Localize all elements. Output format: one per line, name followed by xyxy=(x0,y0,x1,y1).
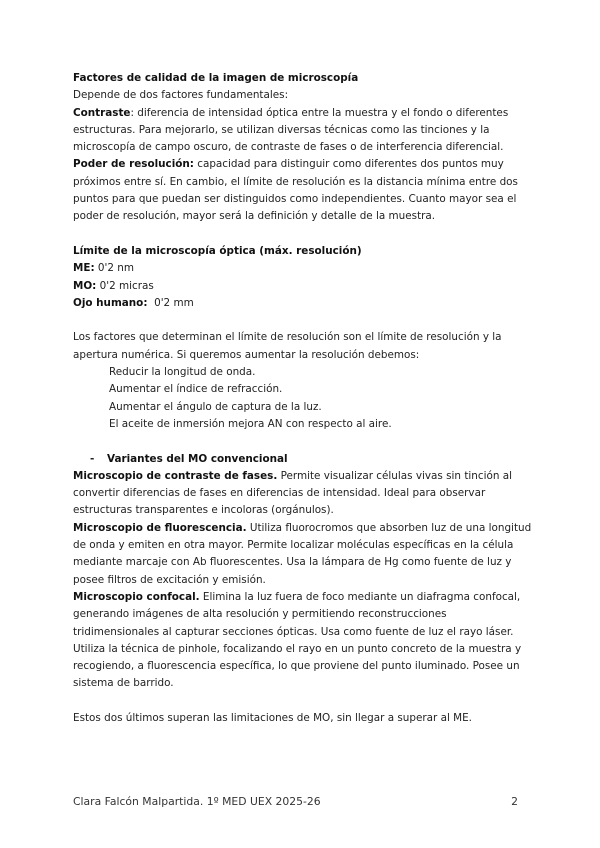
fases-term: Microscopio de contraste de fases. xyxy=(73,469,278,482)
fluorescencia-paragraph: Microscopio de fluorescencia. Utiliza fluorocromos que absorben luz de una longitud de onda y emiten en otra mayor. Permite localizar moléculas específicas en la célula mediante marcaje con Ab fluorescentes. Usa la lámpara de Hg como fuente de luz y posee filtros de excitación y emisión. xyxy=(73,521,532,586)
section-title-variantes: - Variantes del MO convencional xyxy=(73,451,533,468)
poder-definition: capacidad para distinguir como diferentes dos puntos muy próximos entre sí. En cambio, el límite de resolución es la distancia mínima entre dos puntos para que puedan ser distinguidos como independientes. Cuanto mayor sea el poder de resolución, mayor será la definición y detalle de la muestra. xyxy=(73,158,518,223)
intro-text: Depende de dos factores fundamentales: xyxy=(73,89,289,102)
limit-item-mo: MO: 0'2 micras xyxy=(73,279,154,292)
confocal-paragraph: Microscopio confocal. Elimina la luz fuera de foco mediante un diafragma confocal, generando imágenes de alta resolución y permitiendo reconstrucciones tridimensionales al capturar secciones ópticas. Usa como fuente de luz el rayo láser. Utiliza la técnica de pinhole, focalizando el rayo en un punto concreto de la muestra y recogiendo, a fluorescencia específica, lo que proviene del punto iluminado. Posee un sistema de barrido. xyxy=(73,590,522,690)
fluorescencia-term: Microscopio de fluorescencia. xyxy=(73,521,247,534)
poder-term: Poder de resolución: xyxy=(73,158,194,171)
document-page xyxy=(73,70,533,727)
list-item: El aceite de inmersión mejora AN con respecto al aire. xyxy=(109,417,392,430)
section-title-calidad: Factores de calidad de la imagen de microscopía xyxy=(73,72,359,84)
footer-author: Clara Falcón Malpartida. 1º MED UEX 2025-26 xyxy=(73,795,321,808)
bullet-dash: - xyxy=(90,452,95,465)
list-item: Aumentar el índice de refracción. xyxy=(109,383,283,396)
section-title-limite: Límite de la microscopía óptica (máx. resolución) xyxy=(73,244,362,257)
list-item: Reducir la longitud de onda. xyxy=(109,366,256,379)
confocal-term: Microscopio confocal. xyxy=(73,590,200,603)
page-footer xyxy=(73,795,518,808)
closing-text: Estos dos últimos superan las limitaciones de MO, sin llegar a superar al ME. xyxy=(73,711,472,724)
fases-paragraph: Microscopio de contraste de fases. Permite visualizar células vivas sin tinción al convertir diferencias de fases en diferencias de intensidad. Ideal para observar estructuras transparentes e incoloras (orgánulos). xyxy=(73,469,512,517)
contraste-paragraph xyxy=(73,105,533,157)
poder-paragraph xyxy=(73,156,533,225)
limit-item-me: ME: 0'2 nm xyxy=(73,262,134,275)
list-item: Aumentar el ángulo de captura de la luz. xyxy=(109,400,322,413)
factores-paragraph: Los factores que determinan el límite de resolución son el límite de resolución y la apertura numérica. Si queremos aumentar la resolución debemos: xyxy=(73,331,502,361)
contraste-term: Contraste xyxy=(73,106,131,119)
contraste-definition: : diferencia de intensidad óptica entre la muestra y el fondo o diferentes estructuras. Para mejorarlo, se utilizan diversas técnicas como las tinciones y la microscopía de campo oscuro, de contraste de fases o de interferencia diferencial. xyxy=(73,106,509,154)
limit-item-ojo: Ojo humano: 0'2 mm xyxy=(73,296,194,309)
page-number: 2 xyxy=(511,795,518,808)
